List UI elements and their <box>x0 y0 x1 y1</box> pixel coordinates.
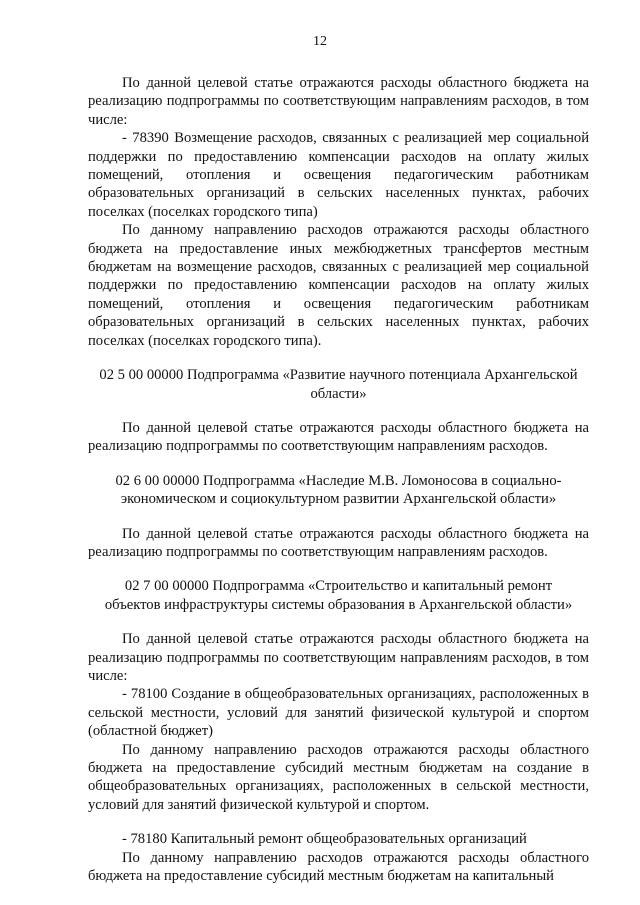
list-item-78390: - 78390 Возмещение расходов, связанных с реализацией мер социальной поддержки по предоставлению компенсации расходов на оплату жилых помещений, отопления и освещения педагогическим работникам образовательных организаций в сельских населенных пунктах, рабочих поселках (поселках городского типа) <box>88 130 589 220</box>
paragraph-02-5: По данной целевой статье отражаются расходы областного бюджета на реализацию подпрограммы по соответствующим направлениям расходов. <box>88 419 589 455</box>
paragraph-02-6: По данной целевой статье отражаются расходы областного бюджета на реализацию подпрограммы по соответствующим направлениям расходов. <box>88 525 589 560</box>
paragraph-78390-description: По данному направлению расходов отражаются расходы областного бюджета на предоставление иных межбюджетных трансфертов местным бюджетам на возмещение расходов, связанных с реализацией мер социальной поддержки по предоставлению компенсации расходов на оплату жилых помещений, отопления и освещения педагогическим работникам образовательных организаций в сельских населенных пунктах, рабочих поселках (поселках городского типа). <box>88 222 589 349</box>
paragraph-78180-description: По данному направлению расходов отражаются расходы областного бюджета на предоставление субсидий местным бюджетам на капитальный <box>88 849 589 885</box>
subprogram-heading-02-6: 02 6 00 00000 Подпрограмма «Наследие М.В. Ломоносова в социально-экономическом и социокультурном развитии Архангельской области» <box>115 472 562 508</box>
subprogram-heading-02-5: 02 5 00 00000 Подпрограмма «Развитие научного потенциала Архангельской области» <box>99 367 578 402</box>
subprogram-heading-02-7: 02 7 00 00000 Подпрограмма «Строительство и капитальный ремонт объектов инфраструктуры системы образования в Архангельской области» <box>104 578 573 613</box>
list-item-78180: - 78180 Капитальный ремонт общеобразовательных организаций <box>122 831 527 848</box>
list-item-78100: - 78100 Создание в общеобразовательных организациях, расположенных в сельской местности, условий для занятий физической культурой и спортом (областной бюджет) <box>88 686 589 740</box>
paragraph-intro: По данной целевой статье отражаются расходы областного бюджета на реализацию подпрограммы по соответствующим направлениям расходов, в том числе: <box>88 75 589 128</box>
page-number: 12 <box>313 34 327 49</box>
paragraph-02-7: По данной целевой статье отражаются расходы областного бюджета на реализацию подпрограммы по соответствующим направлениям расходов, в том числе: <box>88 631 589 684</box>
document-body <box>88 74 589 885</box>
paragraph-78100-description: По данному направлению расходов отражаются расходы областного бюджета на предоставление субсидий местным бюджетам на создание в общеобразовательных организациях, расположенных в сельской местности, условий для занятий физической культурой и спортом. <box>88 741 589 813</box>
